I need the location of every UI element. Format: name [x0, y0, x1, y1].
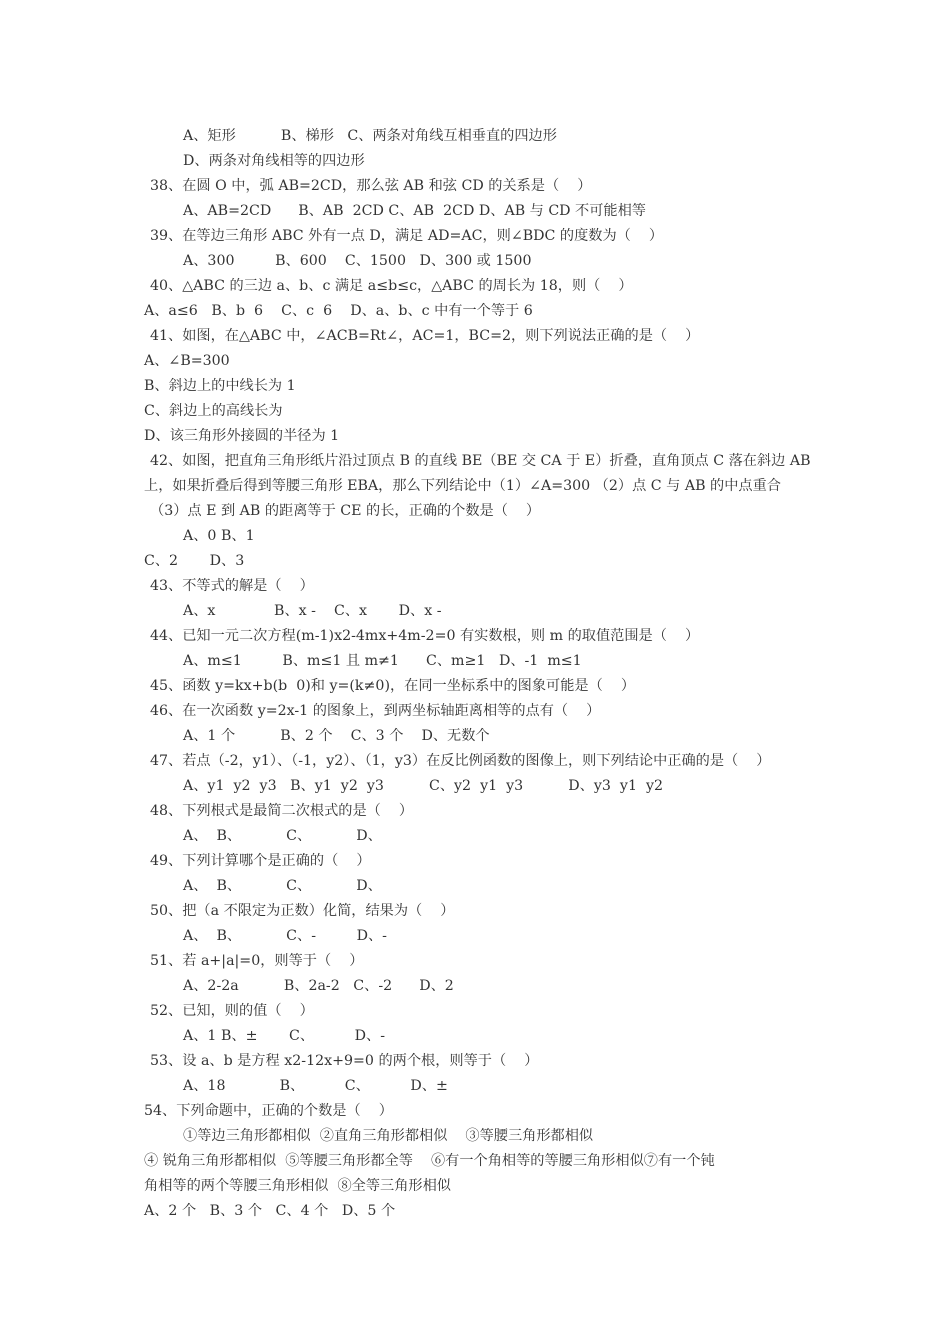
- question-45: 45、函数 y=kx+b(b 0)和 y=(k≠0)，在同一坐标系中的图象可能是（ ）: [150, 678, 636, 694]
- text-line: C、2 D、3: [144, 553, 245, 569]
- question-44: 44、已知一元二次方程(m-1)x2-4mx+4m-2=0 有实数根，则 m 的取值范围是（ ）: [150, 628, 700, 644]
- text-line: （3）点 E 到 AB 的距离等于 CE 的长，正确的个数是（ ）: [150, 503, 541, 519]
- question-41: 41、如图，在△ABC 中，∠ACB=Rt∠，AC=1，BC=2，则下列说法正确的是（ ）: [150, 328, 700, 344]
- text-line: A、x B、x - C、x D、x -: [183, 603, 442, 619]
- question-48: 48、下列根式是最简二次根式的是（ ）: [150, 803, 414, 819]
- text-line: A、AB=2CD B、AB 2CD C、AB 2CD D、AB 与 CD 不可能相等: [183, 203, 646, 219]
- question-51: 51、若 a+|a|=0，则等于（ ）: [150, 953, 364, 969]
- question-42: 42、如图，把直角三角形纸片沿过顶点 B 的直线 BE（BE 交 CA 于 E）折叠，直角顶点 C 落在斜边 AB: [150, 453, 811, 469]
- question-54: 54、下列命题中，正确的个数是（ ）: [144, 1103, 393, 1119]
- text-line: A、 B、 C、 D、: [183, 878, 382, 894]
- text-line: D、该三角形外接圆的半径为 1: [144, 428, 340, 444]
- question-52: 52、已知，则的值（ ）: [150, 1003, 314, 1019]
- text-line: A、2 个 B、3 个 C、4 个 D、5 个: [144, 1203, 396, 1219]
- text-line: A、1 个 B、2 个 C、3 个 D、无数个: [183, 728, 490, 744]
- text-line: A、300 B、600 C、1500 D、300 或 1500: [183, 253, 532, 269]
- text-line: A、2-2a B、2a-2 C、-2 D、2: [183, 978, 454, 994]
- text-line: A、1 B、± C、 D、-: [183, 1028, 386, 1044]
- text-line: A、y1 y2 y3 B、y1 y2 y3 C、y2 y1 y3 D、y3 y1 y2: [183, 778, 664, 794]
- question-38: 38、在圆 O 中，弧 AB=2CD，那么弦 AB 和弦 CD 的关系是（ ）: [150, 178, 592, 194]
- text-line: ④ 锐角三角形都相似 ⑤等腰三角形都全等 ⑥有一个角相等的等腰三角形相似⑦有一个钝: [144, 1153, 715, 1169]
- text-line: A、a≤6 B、b 6 C、c 6 D、a、b、c 中有一个等于 6: [144, 303, 533, 319]
- question-47: 47、若点（-2，y1）、（-1，y2）、（1，y3）在反比例函数的图像上，则下列结论中正确的是（ ）: [150, 753, 771, 769]
- text-line: A、 B、 C、- D、-: [183, 928, 387, 944]
- text-line: A、∠B=300: [144, 353, 230, 369]
- text-line: A、 B、 C、 D、: [183, 828, 382, 844]
- question-40: 40、△ABC 的三边 a、b、c 满足 a≤b≤c，△ABC 的周长为 18，则（ ）: [150, 278, 633, 294]
- text-line: 上，如果折叠后得到等腰三角形 EBA，那么下列结论中（1）∠A=300 （2）点 C 与 AB 的中点重合: [144, 478, 781, 494]
- question-46: 46、在一次函数 y=2x-1 的图象上，到两坐标轴距离相等的点有（ ）: [150, 703, 601, 719]
- text-line: A、0 B、1: [183, 528, 255, 544]
- text-line: ①等边三角形都相似 ②直角三角形都相似 ③等腰三角形都相似: [183, 1128, 594, 1144]
- question-53: 53、设 a、b 是方程 x2-12x+9=0 的两个根，则等于（ ）: [150, 1053, 539, 1069]
- text-line: C、斜边上的高线长为: [144, 403, 283, 419]
- question-49: 49、下列计算哪个是正确的（ ）: [150, 853, 371, 869]
- question-39: 39、在等边三角形 ABC 外有一点 D，满足 AD=AC，则∠BDC 的度数为（ ）: [150, 228, 664, 244]
- text-line: D、两条对角线相等的四边形: [183, 153, 365, 169]
- text-line: A、m≤1 B、m≤1 且 m≠1 C、m≥1 D、-1 m≤1: [183, 653, 582, 669]
- question-43: 43、不等式的解是（ ）: [150, 578, 314, 594]
- text-line: A、18 B、 C、 D、±: [183, 1078, 448, 1094]
- text-line: 角相等的两个等腰三角形相似 ⑧全等三角形相似: [144, 1178, 451, 1194]
- question-50: 50、把（a 不限定为正数）化简，结果为（ ）: [150, 903, 455, 919]
- text-line: B、斜边上的中线长为 1: [144, 378, 296, 394]
- text-line: A、矩形 B、梯形 C、两条对角线互相垂直的四边形: [183, 128, 557, 144]
